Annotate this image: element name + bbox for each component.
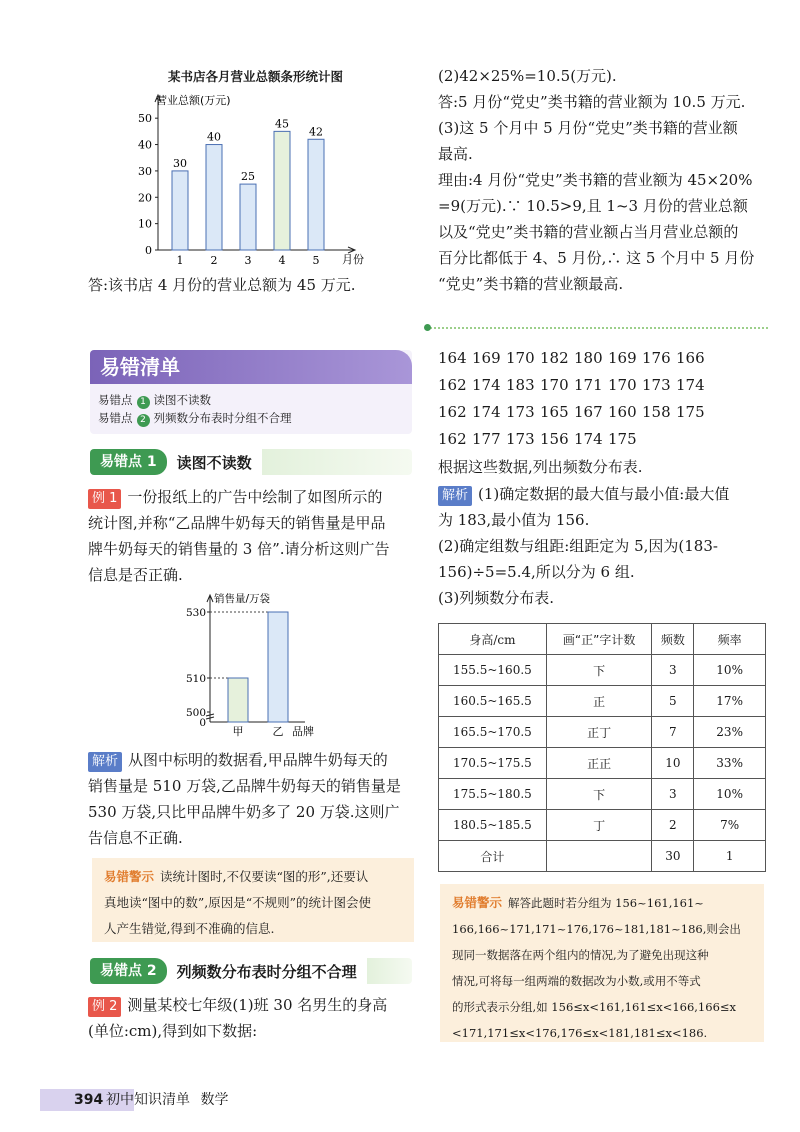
data-value: 169 <box>472 349 501 367</box>
analysis-line <box>88 825 183 851</box>
table-cell: 10% <box>694 655 766 686</box>
data-value: 177 <box>472 430 501 448</box>
y-tick-label: 10 <box>138 217 152 231</box>
x-tick-label: 乙 <box>272 725 284 738</box>
analysis-line <box>88 799 400 825</box>
warning-line <box>452 1020 752 1046</box>
mistake-item-2 <box>98 410 292 427</box>
data-value: 182 <box>540 349 569 367</box>
table-cell <box>546 841 652 872</box>
solution-line <box>438 115 738 141</box>
data-value: 170 <box>608 376 637 394</box>
table-cell: 170.5~175.5 <box>439 748 547 779</box>
solution-line <box>438 193 748 219</box>
table-row <box>439 841 766 872</box>
solution-line <box>438 141 473 167</box>
footer-book <box>106 1090 228 1110</box>
table-row <box>439 748 766 779</box>
x-axis-label: 月份 <box>342 253 364 266</box>
data-value: 173 <box>506 430 535 448</box>
section-2-pill: 易错点 2 <box>90 958 167 984</box>
warning-line <box>452 942 752 968</box>
table-cell: 180.5~185.5 <box>439 810 547 841</box>
section-1-pill: 易错点 1 <box>90 449 167 475</box>
table-cell: 165.5~170.5 <box>439 717 547 748</box>
data-value: 174 <box>472 403 501 421</box>
warning-line <box>452 890 752 916</box>
data-row <box>438 426 642 452</box>
data-value: 176 <box>642 349 671 367</box>
bar <box>268 612 288 722</box>
footer-book-title: 初中知识清单 <box>106 1092 190 1108</box>
solution-line <box>438 89 745 115</box>
text-line: 销售量是 510 万袋,乙品牌牛奶每天的销售量是 <box>88 777 401 795</box>
bar <box>172 171 188 250</box>
y-tick-label: 30 <box>138 164 152 178</box>
milk-bar-chart <box>180 590 330 740</box>
solution-line <box>438 167 752 193</box>
section-1-title: 读图不读数 <box>176 453 252 472</box>
y-tick-label: 0 <box>145 244 152 257</box>
text-line: (3)这 5 个月中 5 月份“党史”类书籍的营业额 <box>438 119 738 137</box>
table-cell: 3 <box>652 779 694 810</box>
analysis-line <box>88 773 401 799</box>
data-value: 162 <box>438 376 467 394</box>
table-cell: 10 <box>652 748 694 779</box>
warning-label: 易错警示 <box>452 895 503 910</box>
y-tick-label: 50 <box>138 112 152 126</box>
data-value: 160 <box>608 403 637 421</box>
mistake-item-1 <box>98 392 211 409</box>
table-cell: 3 <box>652 655 694 686</box>
mistake-list-box <box>90 350 412 434</box>
data-value: 162 <box>438 430 467 448</box>
bar <box>240 184 256 250</box>
data-value: 165 <box>540 403 569 421</box>
text-line: 答:5 月份“党史”类书籍的营业额为 10.5 万元. <box>438 93 746 111</box>
label-tag: 解析 <box>438 486 472 506</box>
y-tick-label: 510 <box>185 673 206 685</box>
x-axis-label: 品牌 <box>292 725 314 738</box>
text-line: 一份报纸上的广告中绘制了如图所示的 <box>127 488 383 506</box>
top-chart-title: 某书店各月营业总额条形统计图 <box>168 69 344 84</box>
y-axis-label: 营业总额(万元) <box>156 94 231 107</box>
data-value: 158 <box>642 403 671 421</box>
table-cell: 160.5~165.5 <box>439 686 547 717</box>
y-tick-label: 40 <box>138 138 152 152</box>
warning-line <box>452 916 752 942</box>
example-line <box>88 562 183 588</box>
solution-line <box>438 219 738 245</box>
data-value: 164 <box>438 349 467 367</box>
table-cell: 155.5~160.5 <box>439 655 547 686</box>
data-value: 170 <box>506 349 535 367</box>
bar <box>206 145 222 250</box>
y-tick-label: 530 <box>185 607 206 619</box>
label-tag: 解析 <box>88 752 122 772</box>
data-row <box>438 399 710 425</box>
table-cell: 5 <box>652 686 694 717</box>
example-line <box>88 510 385 536</box>
table-cell: 正正 <box>546 748 652 779</box>
table-cell: 17% <box>694 686 766 717</box>
bar-value-label: 40 <box>207 130 221 144</box>
text-line: =9(万元).∵ 10.5>9,且 1~3 月份的营业总额 <box>438 197 748 215</box>
text-line: 156)÷5=5.4,所以分为 6 组. <box>438 563 635 581</box>
table-cell: 下 <box>546 655 652 686</box>
text-line: (1)确定数据的最大值与最小值:最大值 <box>478 485 730 503</box>
text-line: (单位:cm),得到如下数据: <box>88 1022 258 1040</box>
text-line: 为 183,最小值为 156. <box>438 511 590 529</box>
table-cell: 1 <box>694 841 766 872</box>
text-line: (2)42×25%=10.5(万元). <box>438 67 617 85</box>
divider <box>430 327 768 329</box>
table-cell: 30 <box>652 841 694 872</box>
label-tag: 例 1 <box>88 489 121 509</box>
text-line: 最高. <box>438 145 473 163</box>
bar-value-label: 25 <box>241 170 255 184</box>
analysis-line <box>438 585 554 611</box>
warning-line <box>104 890 402 916</box>
text-line: 以及“党史”类书籍的营业额占当月营业总额的 <box>438 223 739 241</box>
warning-2 <box>440 884 764 1042</box>
text-line: 百分比都低于 4、5 月份,∴ 这 5 个月中 5 月份 <box>438 249 755 267</box>
text-line: “党史”类书籍的营业额最高. <box>438 275 624 293</box>
label-tag: 例 2 <box>88 997 121 1017</box>
analysis-line <box>88 747 388 773</box>
example-line <box>88 992 387 1018</box>
text-line: 的形式表示分组,如 156≤x<161,161≤x<166,166≤x <box>452 1000 737 1014</box>
warning-line <box>104 916 402 942</box>
mistake-item-prefix: 易错点 <box>98 393 133 407</box>
x-tick-label: 甲 <box>232 725 244 738</box>
text-line: 真地读“图中的数”,原因是“不规则”的统计图会使 <box>104 895 372 910</box>
x-tick-label: 5 <box>312 254 320 267</box>
table-cell: 合计 <box>439 841 547 872</box>
text-line: (3)列频数分布表. <box>438 589 555 607</box>
data-value: 175 <box>608 430 637 448</box>
bar <box>274 131 290 250</box>
solution-line <box>438 245 754 271</box>
column-header: 画“正”字计数 <box>546 624 652 655</box>
analysis-line <box>438 533 718 559</box>
solution-line <box>438 271 623 297</box>
number-badge: 2 <box>137 414 150 427</box>
warning-line <box>104 864 402 890</box>
number-badge: 1 <box>137 396 150 409</box>
mistake-item-text: 读图不读数 <box>153 393 211 407</box>
table-cell: 丁 <box>546 810 652 841</box>
text-line: 166,166~171,171~176,176~181,181~186,则会出 <box>452 922 741 936</box>
column-header: 频率 <box>694 624 766 655</box>
text-line: 从图中标明的数据看,甲品牌牛奶每天的 <box>128 751 388 769</box>
section-2-stripe <box>367 958 412 984</box>
data-row <box>438 372 710 398</box>
data-value: 156 <box>540 430 569 448</box>
data-value: 174 <box>472 376 501 394</box>
y-axis-label: 销售量/万袋 <box>214 593 271 605</box>
page-number: 394 <box>74 1092 104 1108</box>
text-line: 读统计图时,不仅要读“图的形”,还要认 <box>160 869 369 884</box>
mistake-list-header <box>90 350 412 384</box>
section-2-header <box>90 958 412 984</box>
solution-line <box>438 63 617 89</box>
analysis-line <box>438 507 589 533</box>
data-value: 173 <box>506 403 535 421</box>
table-row <box>439 686 766 717</box>
text-line: 情况,可将每一组两端的数据改为小数,或用不等式 <box>452 974 701 988</box>
text-line: 解答此题时若分组为 156~161,161~ <box>508 896 704 910</box>
table-row <box>439 810 766 841</box>
table-cell: 7% <box>694 810 766 841</box>
column-header: 身高/cm <box>439 624 547 655</box>
example-line <box>88 484 382 510</box>
table-cell: 2 <box>652 810 694 841</box>
divider-dot <box>424 324 431 331</box>
text-line: 统计图,并称“乙品牌牛奶每天的销售量是甲品 <box>88 514 386 532</box>
section-1-stripe <box>262 449 412 475</box>
data-row <box>438 345 710 371</box>
text-line: (2)确定组数与组距:组距定为 5,因为(183- <box>438 537 718 555</box>
section-1-header <box>90 449 412 475</box>
bar-value-label: 30 <box>173 156 187 170</box>
mistake-list-title: 易错清单 <box>100 355 180 379</box>
data-value: 171 <box>574 376 603 394</box>
text-line: 告信息不正确. <box>88 829 183 847</box>
table-cell: 10% <box>694 779 766 810</box>
top-bar-chart <box>120 90 380 270</box>
data-value: 169 <box>608 349 637 367</box>
text-line: 现同一数据落在两个组内的情况,为了避免出现这种 <box>452 948 709 962</box>
bar <box>228 678 248 722</box>
data-value: 162 <box>438 403 467 421</box>
text-line: 530 万袋,只比甲品牌牛奶多了 20 万袋.这则广 <box>88 803 400 821</box>
text-line: <171,171≤x<176,176≤x<181,181≤x<186. <box>452 1026 708 1040</box>
frequency-table <box>438 623 766 872</box>
y-tick-label: 20 <box>138 191 152 205</box>
table-cell: 23% <box>694 717 766 748</box>
top-chart-answer: 答:该书店 4 月份的营业总额为 45 万元. <box>88 276 356 294</box>
example-line <box>88 536 390 562</box>
warning-label: 易错警示 <box>104 869 155 884</box>
data-value: 175 <box>676 403 705 421</box>
data-value: 173 <box>642 376 671 394</box>
table-cell: 7 <box>652 717 694 748</box>
table-cell: 33% <box>694 748 766 779</box>
warning-line <box>452 994 752 1020</box>
table-row <box>439 717 766 748</box>
text-line: 理由:4 月份“党史”类书籍的营业额为 45×20% <box>438 171 753 189</box>
data-value: 167 <box>574 403 603 421</box>
data-value: 166 <box>676 349 705 367</box>
text-line: 信息是否正确. <box>88 566 183 584</box>
intro-line <box>438 454 643 480</box>
x-tick-label: 4 <box>278 254 286 267</box>
text-line: 牌牛奶每天的销售量的 3 倍”.请分析这则广告 <box>88 540 390 558</box>
example-line <box>88 1018 257 1044</box>
mistake-item-prefix: 易错点 <box>98 411 133 425</box>
warning-line <box>452 968 752 994</box>
x-tick-label: 1 <box>176 254 184 267</box>
bar-value-label: 42 <box>309 125 323 139</box>
text-line: 人产生错觉,得到不准确的信息. <box>104 921 275 936</box>
column-header: 频数 <box>652 624 694 655</box>
analysis-line <box>438 559 635 585</box>
table-cell: 正丁 <box>546 717 652 748</box>
table-row <box>439 655 766 686</box>
data-value: 174 <box>574 430 603 448</box>
section-2-title: 列频数分布表时分组不合理 <box>176 962 357 981</box>
table-cell: 下 <box>546 779 652 810</box>
table-row <box>439 779 766 810</box>
y-tick-label: 500 <box>185 707 206 719</box>
x-tick-label: 2 <box>210 254 218 267</box>
footer-subject: 数学 <box>200 1092 229 1108</box>
warning-1 <box>92 858 414 942</box>
y-tick-label: 0 <box>199 717 206 729</box>
mistake-item-text: 列频数分布表时分组不合理 <box>153 411 292 425</box>
data-value: 183 <box>506 376 535 394</box>
bar-value-label: 45 <box>275 117 289 131</box>
text-line: 根据这些数据,列出频数分布表. <box>438 458 643 476</box>
data-value: 170 <box>540 376 569 394</box>
data-value: 180 <box>574 349 603 367</box>
table-cell: 正 <box>546 686 652 717</box>
data-value: 174 <box>676 376 705 394</box>
bar <box>308 139 324 250</box>
x-tick-label: 3 <box>244 254 252 267</box>
analysis-line <box>438 481 729 507</box>
text-line: 测量某校七年级(1)班 30 名男生的身高 <box>127 996 388 1014</box>
table-cell: 175.5~180.5 <box>439 779 547 810</box>
